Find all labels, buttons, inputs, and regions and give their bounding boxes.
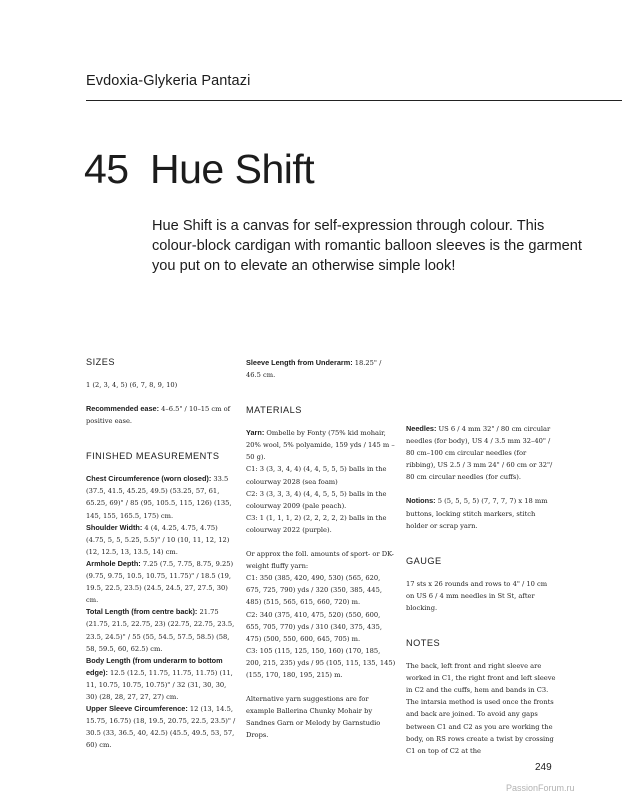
materials-alt-c2: C2: 340 (375, 410, 475, 520) (550, 600, 655, 705, 770) yds / 310 (340, 375, 435, 475) (500, 550, 600, 645, 705) m.: [246, 610, 382, 643]
page-number: 249: [535, 762, 552, 773]
measurement-label: Body Length (from underarm to bottom edge):: [86, 655, 223, 677]
pattern-title: [84, 146, 314, 193]
measurement-text: 33.5 (37.5, 41.5, 45.25, 49.5) (53.25, 57, 61, 65.25, 69)" / 85 (95, 105.5, 115, 126) (135, 145, 155, 165.5, 175) cm.: [86, 475, 232, 520]
measurement-label: Armhole Depth:: [86, 558, 141, 568]
needles-text: US 6 / 4 mm 32" / 80 cm circular needles (for body), US 4 / 3.5 mm 32–40" / 80 cm–100 cm circular needles (for ribbing), US 2.5 / 3 mm 24" / 60 cm or 32"/ 80 cm circular needles (for cuffs).: [406, 425, 553, 482]
measurement-text: 12.5 (12.5, 11.75, 11.75, 11.75) (11, 11, 10.75, 10.75, 10.75)" / 32 (31, 30, 30, 30) (28, 28, 27, 27, 27) cm.: [86, 668, 233, 701]
watermark: PassionForum.ru: [506, 783, 575, 793]
gauge-heading: GAUGE: [406, 555, 442, 566]
materials-alt-c1: C1: 350 (385, 420, 490, 530) (565, 620, 675, 725, 790) yds / 320 (350, 385, 445, 485) (515, 565, 615, 660, 720) m.: [246, 574, 382, 607]
intro-paragraph: Hue Shift is a canvas for self-expression through colour. This colour-block cardigan with romantic balloon sleeves is the garment you put on to elevate an otherwise simple look!: [152, 218, 582, 274]
column-1: [86, 357, 236, 751]
materials-c2: C2: 3 (3, 3, 3, 4) (4, 4, 5, 5, 5) balls in the colourway 2009 (pale peach).: [246, 489, 387, 510]
materials-suggestions: Alternative yarn suggestions are for example Ballerina Chunky Mohair by Sandnes Garn or Melody by Garnstudio Drops.: [246, 695, 381, 740]
notions-text: 5 (5, 5, 5, 5) (7, 7, 7, 7) x 18 mm buttons, locking stitch markers, stitch holder or scrap yarn.: [406, 497, 548, 530]
measurement-text: 4 (4, 4.25, 4.75, 4.75) (4.75, 5, 5, 5.25, 5.5)" / 10 (10, 11, 12, 12) (12, 12.5, 13, 13.5, 14) cm.: [86, 523, 230, 556]
measurement-label: Chest Circumference (worn closed):: [86, 474, 212, 484]
measurement-label: Shoulder Width:: [86, 522, 143, 532]
pattern-name: Hue Shift: [150, 146, 315, 192]
yarn-label: Yarn:: [246, 428, 265, 438]
measurement-label: Upper Sleeve Circumference:: [86, 704, 188, 714]
measurement-body-length: [86, 655, 236, 703]
yarn-text: Ombelle by Fonty (75% kid mohair, 20% wool, 5% polyamide, 159 yds / 145 m – 50 g).: [246, 429, 395, 462]
header-divider: [86, 100, 622, 101]
gauge-text: 17 sts x 26 rounds and rows to 4" / 10 cm on US 6 / 4 mm needles in St St, after blocking.: [406, 579, 548, 612]
notes-heading: NOTES: [406, 638, 441, 649]
measurement-sleeve-length: [246, 357, 396, 381]
materials-needles: [406, 423, 556, 483]
measurements-heading: FINISHED MEASUREMENTS: [86, 451, 220, 462]
measurement-shoulder: [86, 522, 236, 558]
measurement-text: 21.75 (21.75, 21.5, 22.75, 23) (22.75, 22.75, 23.5, 23.5, 24.5)" / 55 (55, 54.5, 57.5, 58.5) (58, 58, 59.5, 60, 62.5) cm.: [86, 608, 235, 653]
ease-text: 4–6.5" / 10–15 cm of positive ease.: [86, 405, 231, 426]
needles-label: Needles:: [406, 424, 437, 433]
notes-text: The back, left front and right sleeve are worked in C1, the right front and left sleeve in C2 and the cuffs, hem and bands in C3. The intarsia method is used once the fronts and back are joined. To avoid any gaps between C1 and C2 as you are working the body, on RS rows create a twist by crossing C1 on top of C2 at the: [406, 662, 556, 755]
measurement-label: Total Length (from centre back):: [86, 607, 198, 617]
measurement-upper-sleeve: [86, 703, 236, 751]
measurement-armhole: [86, 558, 236, 606]
sizes-heading: SIZES: [86, 357, 116, 367]
materials-alt-c3: C3: 105 (115, 125, 150, 160) (170, 185, 200, 215, 235) yds / 95 (105, 115, 135, 145) (155, 170, 180, 195, 215) m.: [246, 646, 396, 679]
materials-notions: [406, 495, 556, 531]
measurement-text: 12 (13, 14.5, 15.75, 16.75) (18, 19.5, 20.75, 22.5, 23.5)" / 30.5 (33, 36.5, 40, 42.5) (45.5, 49.5, 53, 57, 60) cm.: [86, 705, 236, 750]
column-3: [406, 357, 556, 757]
measurement-total-length: [86, 606, 236, 654]
ease-label: Recommended ease:: [86, 404, 159, 414]
measurement-chest: [86, 473, 236, 521]
materials-c3: C3: 1 (1, 1, 1, 2) (2, 2, 2, 2, 2) balls in the colourway 2022 (purple).: [246, 513, 387, 534]
measurement-text: 7.25 (7.5, 7.75, 8.75, 9.25) (9.75, 9.75, 10.5, 10.75, 11.75)" / 18.5 (19, 19.5, 22.5, 23.5) (24.5, 24.5, 27, 27.5, 30) cm.: [86, 559, 234, 605]
measurement-label: Sleeve Length from Underarm:: [246, 358, 353, 367]
materials-heading: MATERIALS: [246, 405, 302, 416]
column-2: [246, 357, 396, 741]
materials-yarn: [246, 427, 396, 463]
materials-alt-intro: Or approx the foll. amounts of sport- or DK-weight fluffy yarn:: [246, 550, 394, 571]
recommended-ease: [86, 403, 236, 427]
materials-c1: C1: 3 (3, 3, 4, 4) (4, 4, 5, 5, 5) balls in the colourway 2028 (sea foam): [246, 465, 387, 486]
notions-label: Notions:: [406, 496, 436, 506]
sizes-values: 1 (2, 3, 4, 5) (6, 7, 8, 9, 10): [86, 381, 178, 389]
designer-name: Evdoxia-Glykeria Pantazi: [86, 73, 251, 89]
pattern-number: 45: [84, 146, 129, 192]
measurement-text: 18.25" / 46.5 cm.: [246, 359, 382, 380]
